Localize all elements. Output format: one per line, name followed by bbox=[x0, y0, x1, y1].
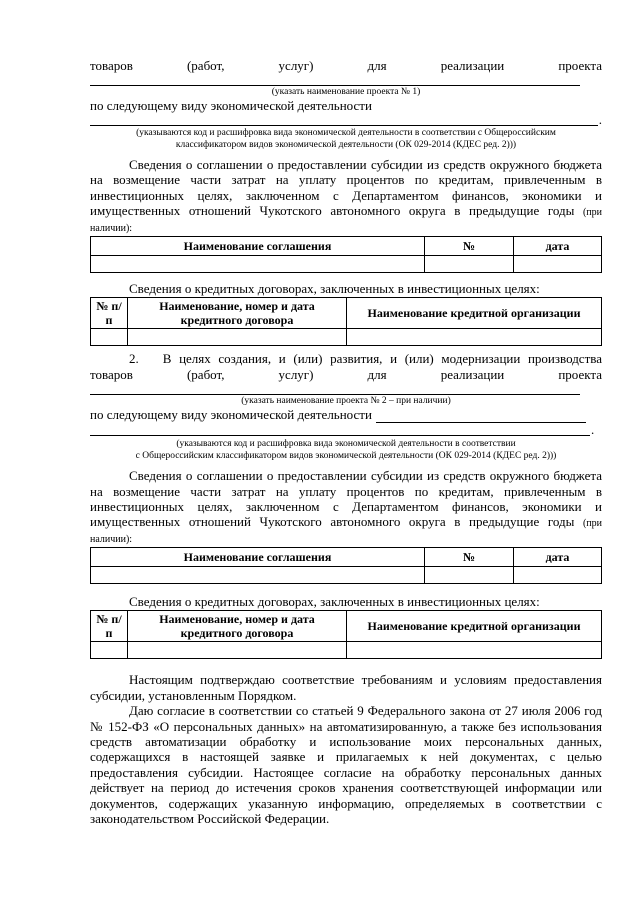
credit-num-header: № п/п bbox=[91, 298, 128, 329]
table-cell[interactable] bbox=[425, 256, 514, 273]
table-cell[interactable] bbox=[128, 329, 347, 346]
table-cell[interactable] bbox=[347, 329, 602, 346]
agreement-table-1 bbox=[90, 236, 602, 273]
credit-org-header: Наименование кредитной организации bbox=[347, 298, 602, 329]
agreement-date-header: дата bbox=[514, 237, 602, 256]
credit-table-1 bbox=[90, 297, 602, 346]
code-hint-2b: с Общероссийским классификатором видов экономической деятельности (ОК 029-2014 (КДЕС ред. 2))) bbox=[135, 451, 557, 462]
credit-caption-1: Сведения о кредитных договорах, заключенных в инвестиционных целях: bbox=[129, 281, 540, 297]
table-cell[interactable] bbox=[91, 642, 128, 659]
credit-contract-header: Наименование, номер и дата кредитного договора bbox=[128, 298, 347, 329]
project-line-1: товаров (работ, услуг) для реализации проекта bbox=[90, 58, 602, 73]
activity-field-2[interactable] bbox=[376, 410, 586, 423]
table-cell[interactable] bbox=[425, 567, 514, 584]
table-cell[interactable] bbox=[91, 567, 425, 584]
table-cell[interactable] bbox=[347, 642, 602, 659]
agreement-number-header-2: № bbox=[425, 548, 514, 567]
agreement-text-2: Сведения о соглашении о предоставлении субсидии из средств окружного бюджета на возмещение части затрат на уплату процентов по кредитам, привлеченным в инвестиционных целях, заключенном с Департаментом финансов, экономики и имущественных отношений Чукотского автономного округа в предыдущие годы (при наличии): bbox=[90, 468, 603, 546]
activity-field-1[interactable] bbox=[90, 114, 598, 126]
credit-org-header-2: Наименование кредитной организации bbox=[347, 611, 602, 642]
credit-num-header-2: № п/п bbox=[91, 611, 128, 642]
project-hint-2: (указать наименование проекта № 2 – при наличии) bbox=[241, 396, 451, 407]
table-cell[interactable] bbox=[128, 642, 347, 659]
credit-caption-2: Сведения о кредитных договорах, заключенных в инвестиционных целях: bbox=[129, 594, 540, 610]
activity-line-2: по следующему виду экономической деятельности bbox=[90, 407, 602, 423]
project-hint-1: (указать наименование проекта № 1) bbox=[271, 87, 421, 97]
agreement-number-header: № bbox=[425, 237, 514, 256]
agreement-text-1: Сведения о соглашении о предоставлении субсидии из средств окружного бюджета на возмещение части затрат на уплату процентов по кредитам, привлеченным в инвестиционных целях, заключенном с Департаментом финансов, экономики и имущественных отношений Чукотского автономного округа в предыдущие годы (при наличии): bbox=[90, 157, 603, 235]
table-cell[interactable] bbox=[91, 256, 425, 273]
consent-paragraph: Даю согласие в соответствии со статьей 9 Федерального закона от 27 июля 2006 год № 152-ФЗ «О персональных данных» на автоматизированную, а также без использования средств автоматизации обработку и использование моих персональных данных, содержащихся в настоящей заявке и прилагаемых к ней документах, с целью предоставления субсидии. Настоящее согласие на обработку персональных данных действует на период до истечения сроков хранения соответствующей информации или документов, содержащих указанную информацию, определяемых в соответствии с законодательством Российской Федерации. bbox=[90, 703, 602, 827]
document-page: товаров (работ, услуг) для реализации проекта (указать наименование проекта № 1) по следующему виду экономической деятельности . (указываются код и расшифровка вида экономической деятельности в соответствии с Общероссийским классификатором видов экономической деятельности (ОК 029-2014 (КДЕС ред. 2))) Сведения о соглашении о предоставлении субсидии из средств окружного бюджета на возмещение части затрат на уплату процентов по кредитам, привлеченным в инвестиционных целях, заключенном с Департаментом финансов, экономики и имущественных отношений Чукотского автономного округа в предыдущие годы (при наличии): Наименование соглашения № дата Сведения о кредитных договорах, заключенных в инвестиционных целях: № п/п Наименование, номер и дата кредитного договора Наименование кредитной организации 2. В целях создания, и (или) развития, и (или) модернизации производства товаров (работ, услуг) для реализации проекта (указать наименование проекта № 2 – при наличии) по следующему виду экономической деятельности . (указываются код и расшифровка вида экономической деятельности в соответствии с Общероссийским классификатором видов экономической деятельности (ОК 029-2014 (КДЕС ред. 2))) Сведения о соглашении о предоставлении субсидии из средств окружного бюджета на возмещение части затрат на уплату процентов по кредитам, привлеченным в инвестиционных целях, заключенном с Департаментом финансов, экономики и имущественных отношений Чукотского автономного округа в предыдущие годы (при наличии): Наименование соглашения № дата Сведения о кредитных договорах, заключенных в инвестиционных целях: № п/п Наименование, номер и дата кредитного договора Наименование кредитной организации Настоящим подтверждаю соответствие требованиям и условиям предоставления субсидии, установленным Порядком. Даю согласие в соответствии со статьей 9 Федерального закона от 27 июля 2006 год № 152-ФЗ «О персональных данных» на автоматизированную, а также без использования средств автоматизации обработку и использование моих персональных данных, содержащихся в настоящей заявке и прилагаемых к ней документах, с целью предоставления субсидии. Настоящее согласие на обработку персональных данных действует на период до истечения сроков хранения соответствующей информации или документов, содержащих указанную информацию, определяемых в соответствии с законодательством Российской Федерации. bbox=[90, 58, 603, 827]
agreement-table-2 bbox=[90, 547, 602, 584]
credit-contract-header-2: Наименование, номер и дата кредитного договора bbox=[128, 611, 347, 642]
table-cell[interactable] bbox=[91, 329, 128, 346]
activity-field-2b[interactable] bbox=[90, 423, 590, 436]
code-hint-2a: (указываются код и расшифровка вида экономической деятельности в соответствии bbox=[176, 439, 516, 450]
activity-label-1: по следующему виду экономической деятельности bbox=[90, 98, 372, 113]
confirm-paragraph: Настоящим подтверждаю соответствие требованиям и условиям предоставления субсидии, установленным Порядком. bbox=[90, 672, 602, 703]
table-cell[interactable] bbox=[514, 567, 602, 584]
table-cell[interactable] bbox=[514, 256, 602, 273]
block2-first-line: 2. В целях создания, и (или) развития, и (или) модернизации производства bbox=[129, 351, 602, 367]
project-line-2: товаров (работ, услуг) для реализации проекта bbox=[90, 367, 602, 383]
code-hint-1: (указываются код и расшифровка вида экономической деятельности в соответствии с Общероссийским классификатором видов экономической деятельности (ОК 029-2014 (КДЕС ред. 2))) bbox=[136, 128, 556, 150]
agreement-name-header: Наименование соглашения bbox=[91, 237, 425, 256]
credit-table-2 bbox=[90, 610, 602, 659]
agreement-date-header-2: дата bbox=[514, 548, 602, 567]
agreement-name-header-2: Наименование соглашения bbox=[91, 548, 425, 567]
